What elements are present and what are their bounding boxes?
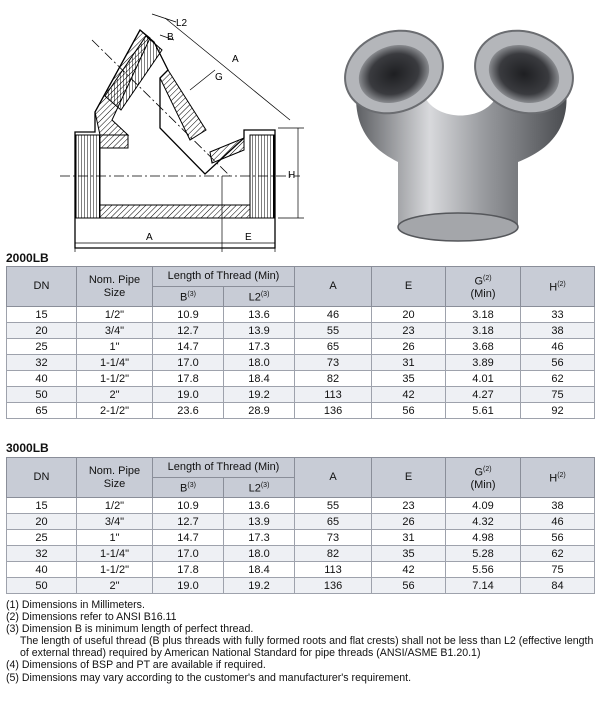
table-cell: 13.6 [224, 498, 295, 514]
table-cell: 62 [521, 371, 595, 387]
table-row [7, 387, 595, 403]
table-cell: 3.68 [446, 339, 521, 355]
table-cell: 2" [77, 387, 153, 403]
table-cell: 1/2" [77, 307, 153, 323]
table-cell: 73 [295, 355, 372, 371]
table-cell: 18.4 [224, 562, 295, 578]
table-cell: 20 [372, 307, 446, 323]
left-thread [76, 135, 100, 218]
table-cell: 23.6 [153, 403, 224, 419]
table-cell: 75 [521, 562, 595, 578]
table-cell: 65 [295, 514, 372, 530]
table-cell: 2" [77, 578, 153, 594]
table-cell: 26 [372, 514, 446, 530]
header-b: $B^{(3)}$ [153, 478, 224, 498]
table-3000lb [6, 457, 595, 594]
table-cell: 82 [295, 546, 372, 562]
table-cell: 13.6 [224, 307, 295, 323]
table-cell: 3/4" [77, 323, 153, 339]
dim-a-angled-label: A [232, 54, 239, 65]
dim-b-label: B [167, 32, 174, 43]
table-cell: 15 [7, 307, 77, 323]
table-cell: 2-1/2" [77, 403, 153, 419]
table-cell: 32 [7, 546, 77, 562]
table-cell: 55 [295, 323, 372, 339]
table-cell: 3.89 [446, 355, 521, 371]
table-cell: 38 [521, 498, 595, 514]
table-cell: 18.0 [224, 355, 295, 371]
table-cell: 65 [295, 339, 372, 355]
table-cell: 56 [521, 355, 595, 371]
right-thread [250, 135, 274, 218]
header-b: $B^{(3)}$ [153, 287, 224, 307]
table-cell: 46 [521, 339, 595, 355]
table-cell: 15 [7, 498, 77, 514]
table-cell: 62 [521, 546, 595, 562]
header-h: $H^{(2)}$ [521, 458, 595, 498]
table-cell: 82 [295, 371, 372, 387]
table-cell: 40 [7, 371, 77, 387]
table-cell: 19.2 [224, 578, 295, 594]
table-cell: 56 [372, 578, 446, 594]
table-row [7, 307, 595, 323]
header-a: A [295, 458, 372, 498]
lateral-tee-drawing [0, 0, 310, 252]
table-cell: 5.61 [446, 403, 521, 419]
table-cell: 40 [7, 562, 77, 578]
header-e: E [372, 458, 446, 498]
table-cell: 7.14 [446, 578, 521, 594]
table-2000lb-title: 2000LB [6, 251, 49, 265]
table-cell: 17.0 [153, 355, 224, 371]
table-2000lb [6, 266, 595, 419]
table-cell: 136 [295, 403, 372, 419]
bottom-port [398, 213, 518, 241]
table-3000lb-title: 3000LB [6, 441, 49, 455]
dim-h-label: H [288, 170, 296, 181]
note-3: (3) Dimension B is minimum length of perfect thread. [6, 623, 254, 636]
table-cell: 12.7 [153, 323, 224, 339]
table-row [7, 355, 595, 371]
table-cell: 31 [372, 530, 446, 546]
table-cell: 113 [295, 562, 372, 578]
table-row [7, 323, 595, 339]
product-photo [318, 2, 600, 247]
table-cell: 18.0 [224, 546, 295, 562]
dim-a-label: A [146, 232, 153, 243]
table-cell: 46 [521, 514, 595, 530]
table-cell: 4.01 [446, 371, 521, 387]
table-cell: 42 [372, 562, 446, 578]
table-cell: 136 [295, 578, 372, 594]
table-cell: 73 [295, 530, 372, 546]
table-cell: 65 [7, 403, 77, 419]
table-row [7, 562, 595, 578]
header-dn: DN [7, 458, 77, 498]
table-cell: 13.9 [224, 323, 295, 339]
table-cell: 4.09 [446, 498, 521, 514]
table-cell: 3.18 [446, 323, 521, 339]
table-cell: 3/4" [77, 514, 153, 530]
note-1: (1) Dimensions in Millimeters. [6, 599, 145, 611]
header-nps: Nom. Pipe Size [77, 458, 153, 498]
table-cell: 17.3 [224, 339, 295, 355]
table-row [7, 371, 595, 387]
table-cell: 1-1/4" [77, 355, 153, 371]
table-cell: 25 [7, 339, 77, 355]
table-3000lb-body [7, 498, 595, 594]
table-cell: 56 [372, 403, 446, 419]
note-4: (4) Dimensions of BSP and PT are available if required. [6, 659, 266, 672]
header-thread: Length of Thread (Min) [153, 267, 295, 287]
table-cell: 31 [372, 355, 446, 371]
header-g: $G^{(2)}$ (Min) [446, 267, 521, 307]
header-dn: DN [7, 267, 77, 307]
note-2: (2) Dimensions refer to ANSI B16.11 [6, 611, 177, 624]
table-cell: 25 [7, 530, 77, 546]
table-row [7, 546, 595, 562]
table-row [7, 498, 595, 514]
note-3-detail: The length of useful thread (B plus threads with fully formed roots and flat crests) shall not be less than L2 (effective length of external thread) required by American National Standard for pipe threads (ANSI/ASME B1.20.1) [20, 635, 594, 660]
table-cell: 4.98 [446, 530, 521, 546]
table-cell: 92 [521, 403, 595, 419]
table-cell: 14.7 [153, 339, 224, 355]
table-cell: 17.8 [153, 562, 224, 578]
table-cell: 50 [7, 387, 77, 403]
table-cell: 28.9 [224, 403, 295, 419]
table-cell: 1-1/4" [77, 546, 153, 562]
header-e: E [372, 267, 446, 307]
table-cell: 50 [7, 578, 77, 594]
table-cell: 46 [295, 307, 372, 323]
table-cell: 20 [7, 514, 77, 530]
table-cell: 55 [295, 498, 372, 514]
table-cell: 75 [521, 387, 595, 403]
table-cell: 1-1/2" [77, 371, 153, 387]
note-5: (5) Dimensions may vary according to the customer's and manufacturer's requirement. [6, 671, 412, 684]
table-cell: 1" [77, 530, 153, 546]
table-cell: 3.18 [446, 307, 521, 323]
table-cell: 12.7 [153, 514, 224, 530]
dim-e-label: E [245, 232, 252, 243]
table-cell: 35 [372, 546, 446, 562]
table-cell: 10.9 [153, 498, 224, 514]
table-cell: 56 [521, 530, 595, 546]
table-cell: 4.32 [446, 514, 521, 530]
header-nps: Nom. Pipe Size [77, 267, 153, 307]
table-cell: 23 [372, 323, 446, 339]
table-cell: 33 [521, 307, 595, 323]
table-cell: 14.7 [153, 530, 224, 546]
table-cell: 17.0 [153, 546, 224, 562]
table-cell: 18.4 [224, 371, 295, 387]
table-row [7, 514, 595, 530]
table-cell: 20 [7, 323, 77, 339]
dim-l2-label: L2 [176, 18, 188, 29]
right-top-wall [210, 138, 244, 163]
table-cell: 19.0 [153, 578, 224, 594]
table-cell: 113 [295, 387, 372, 403]
table-cell: 84 [521, 578, 595, 594]
bottom-wall [100, 205, 250, 218]
table-cell: 38 [521, 323, 595, 339]
table-cell: 5.28 [446, 546, 521, 562]
table-cell: 19.2 [224, 387, 295, 403]
header-g: $G^{(2)}$ (Min) [446, 458, 521, 498]
table-cell: 10.9 [153, 307, 224, 323]
table-cell: 4.27 [446, 387, 521, 403]
table-cell: 26 [372, 339, 446, 355]
table-cell: 23 [372, 498, 446, 514]
table-row [7, 530, 595, 546]
header-h: $H^{(2)}$ [521, 267, 595, 307]
table-row [7, 403, 595, 419]
table-row [7, 339, 595, 355]
table-cell: 17.3 [224, 530, 295, 546]
top-wall [100, 135, 128, 148]
header-thread: Length of Thread (Min) [153, 458, 295, 478]
header-a: A [295, 267, 372, 307]
table-2000lb-body [7, 307, 595, 419]
table-row [7, 578, 595, 594]
table-cell: 13.9 [224, 514, 295, 530]
table-cell: 19.0 [153, 387, 224, 403]
table-cell: 35 [372, 371, 446, 387]
table-cell: 17.8 [153, 371, 224, 387]
table-cell: 42 [372, 387, 446, 403]
table-cell: 32 [7, 355, 77, 371]
header-l2: L2$^{(3)}$ [224, 287, 295, 307]
footnotes [6, 599, 596, 684]
header-l2: L2$^{(3)}$ [224, 478, 295, 498]
table-cell: 1" [77, 339, 153, 355]
table-cell: 5.56 [446, 562, 521, 578]
table-cell: 1/2" [77, 498, 153, 514]
table-cell: 1-1/2" [77, 562, 153, 578]
dim-g-label: G [215, 72, 223, 83]
